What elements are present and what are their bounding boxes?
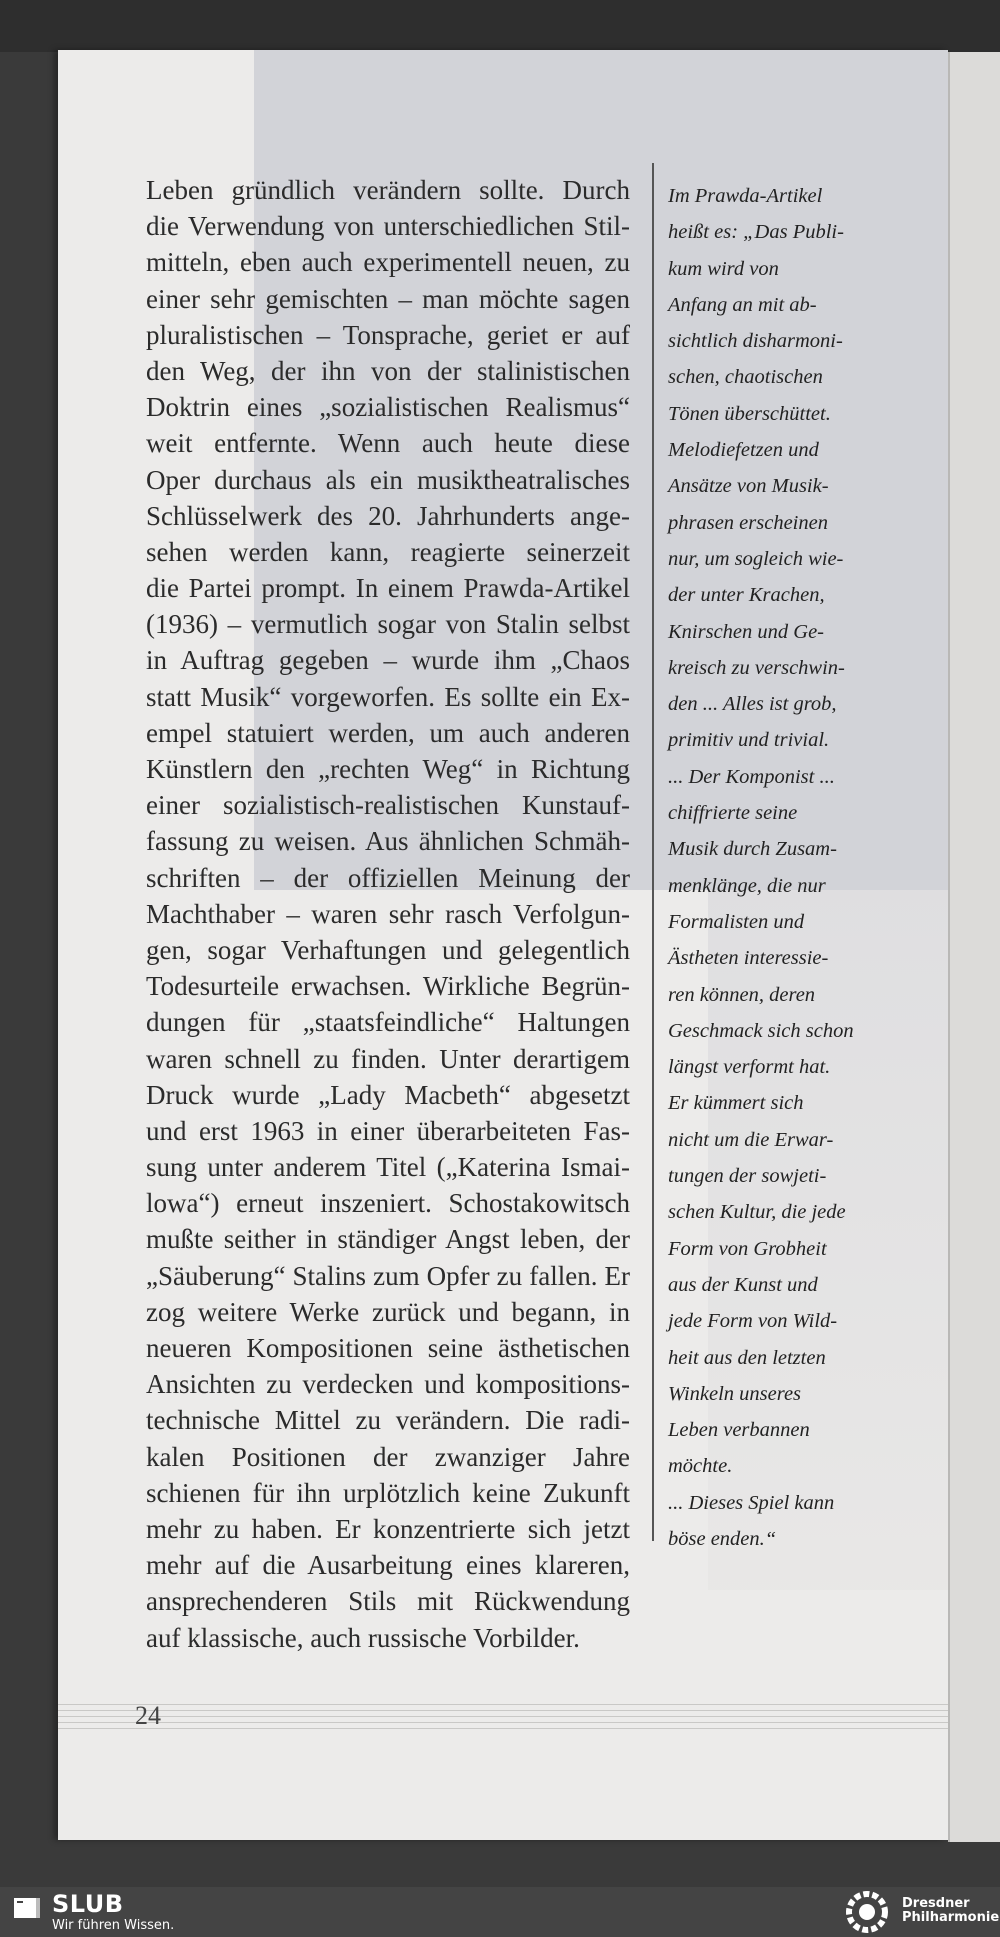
main-text-line: Künstlern den „rechten Weg“ in Richtung — [146, 754, 630, 784]
quote-line: der unter Krachen, — [668, 584, 825, 607]
philharmonie-line1: Dresdner — [902, 1896, 970, 1911]
main-text-line: sung unter anderem Titel („Katerina Ismai- — [146, 1152, 630, 1183]
quote-line: Ästheten interessie- — [668, 947, 829, 970]
quote-line: nicht um die Erwar- — [668, 1128, 834, 1151]
quote-line: schen, chaotischen — [668, 366, 823, 389]
quote-line: den ... Alles ist grob, — [668, 693, 837, 716]
main-text-line: gen, sogar Verhaftungen und gelegentlich — [146, 934, 630, 965]
main-text-line: Schlüsselwerk des 20. Jahrhunderts ange- — [146, 500, 630, 531]
quote-line: heißt es: „Das Publi- — [668, 221, 844, 244]
main-text-line: mehr zu haben. Er konzentrierte sich jetzt — [146, 1513, 630, 1544]
quote-line: längst verformt hat. — [668, 1056, 831, 1079]
philharmonie-logo-icon — [842, 1890, 892, 1934]
main-text-line: kalen Positionen der zwanziger Jahre — [146, 1441, 630, 1472]
main-text-line: schienen für ihn urplötzlich keine Zukunft — [146, 1477, 630, 1508]
quote-line: Melodiefetzen und — [668, 439, 819, 462]
slub-tagline: Wir führen Wissen. — [52, 1918, 175, 1933]
main-text-line: zog weitere Werke zurück und begann, in — [146, 1296, 630, 1327]
quote-line: sichtlich disharmoni- — [668, 330, 843, 353]
quote-line: Anfang an mit ab- — [668, 293, 817, 316]
main-text-line: dungen für „staatsfeindliche“ Haltungen — [146, 1007, 630, 1038]
main-text-line: einer sehr gemischten – man möchte sagen — [146, 283, 630, 314]
main-text-line: pluralistischen – Tonsprache, geriet er auf — [146, 319, 630, 350]
music-staff-decoration — [58, 1700, 948, 1740]
quote-line: kum wird von — [668, 257, 779, 280]
quote-line: tungen der sowjeti- — [668, 1165, 827, 1188]
slub-name: SLUB — [52, 1890, 124, 1918]
quote-line: ... Der Komponist ... — [668, 765, 835, 788]
quote-line: ren können, deren — [668, 983, 816, 1006]
main-text-line: auf klassische, auch russische Vorbilder. — [146, 1622, 580, 1653]
main-text-line: lowa“) erneut inszeniert. Schostakowitsch — [146, 1188, 630, 1219]
main-text-column — [146, 172, 630, 1656]
main-text-line: (1936) – vermutlich sogar von Stalin selbst — [146, 609, 630, 640]
footer-bar — [0, 1887, 1000, 1937]
main-text-line: und erst 1963 in einer überarbeiteten Fas- — [146, 1115, 630, 1146]
main-text-line: die Partei prompt. In einem Prawda-Artikel — [146, 573, 630, 604]
main-text-line: die Verwendung von unterschiedlichen Stil- — [146, 211, 630, 242]
next-page-edge — [948, 52, 1000, 1842]
quote-line: Winkeln unseres — [668, 1382, 802, 1405]
quote-line: Formalisten und — [668, 910, 805, 933]
main-text-line: neueren Kompositionen seine ästhetischen — [146, 1333, 630, 1363]
quote-line: Leben verbannen — [668, 1419, 810, 1442]
quote-line: Form von Grobheit — [668, 1237, 827, 1260]
quote-line: phrasen erscheinen — [668, 511, 828, 534]
quote-line: primitiv und trivial. — [668, 729, 830, 752]
column-divider — [652, 163, 654, 1541]
quote-line: Er kümmert sich — [668, 1092, 804, 1115]
main-text-line: fassung zu weisen. Aus ähnlichen Schmäh- — [146, 826, 630, 857]
quote-line: kreisch zu verschwin- — [668, 656, 845, 679]
main-text-line: Druck wurde „Lady Macbeth“ abgesetzt — [146, 1079, 630, 1110]
philharmonie-line2: Philharmonie — [902, 1910, 1000, 1925]
philharmonie-name — [902, 1897, 999, 1925]
main-text-line: „Säuberung“ Stalins zum Opfer zu fallen. Er — [146, 1260, 630, 1291]
quote-line: Ansätze von Musik- — [668, 475, 829, 498]
quote-line: aus der Kunst und — [668, 1273, 818, 1296]
quote-line: menklänge, die nur — [668, 874, 826, 897]
quote-line: möchte. — [668, 1455, 733, 1478]
main-text-line: technische Mittel zu verändern. Die radi- — [146, 1405, 630, 1436]
quote-line: heit aus den letzten — [668, 1346, 826, 1369]
quote-line: Musik durch Zusam- — [668, 838, 837, 861]
quote-line: jede Form von Wild- — [668, 1310, 838, 1333]
slub-book-icon — [12, 1895, 42, 1921]
quote-line: nur, um sogleich wie- — [668, 547, 844, 570]
main-text-line: Machthaber – waren sehr rasch Verfolgun- — [146, 898, 630, 929]
quote-line: Tönen überschüttet. — [668, 402, 831, 425]
main-text-line: Leben gründlich verändern sollte. Durch — [146, 175, 630, 205]
quote-line: böse enden.“ — [668, 1527, 777, 1550]
main-text-line: schriften – der offiziellen Meinung der — [146, 862, 630, 893]
quote-line: schen Kultur, die jede — [668, 1201, 846, 1224]
main-text-line: Doktrin eines „sozialistischen Realismus“ — [146, 392, 630, 423]
quote-line: ... Dieses Spiel kann — [668, 1491, 835, 1514]
main-text-line: waren schnell zu finden. Unter derartigem — [146, 1043, 630, 1074]
main-text-line: Oper durchaus als ein musiktheatralisches — [146, 464, 630, 495]
main-text-line: Ansichten zu verdecken und kompositions- — [146, 1369, 630, 1400]
main-text-line: mehr auf die Ausarbeitung eines klareren, — [146, 1550, 630, 1581]
main-text-line: einer sozialistisch-realistischen Kunstauf- — [146, 790, 630, 821]
main-text-line: empel statuiert werden, um auch anderen — [146, 717, 630, 748]
quote-line: Im Prawda-Artikel — [668, 185, 823, 207]
quote-line: Geschmack sich schon — [668, 1019, 854, 1042]
quote-line: chiffrierte seine — [668, 802, 798, 825]
main-text-line: den Weg, der ihn von der stalinistischen — [146, 355, 630, 386]
main-text-line: in Auftrag gegeben – wurde ihm „Chaos — [146, 645, 630, 676]
main-text-line: weit entfernte. Wenn auch heute diese — [146, 428, 630, 459]
quote-line: Knirschen und Ge- — [668, 620, 825, 643]
main-text-line: mußte seither in ständiger Angst leben, der — [146, 1224, 630, 1255]
quote-sidebar-column — [668, 178, 878, 1557]
page-number: 24 — [135, 1701, 161, 1730]
main-text-line: mitteln, eben auch experimentell neuen, zu — [146, 247, 630, 278]
main-text-line: sehen werden kann, reagierte seinerzeit — [146, 536, 630, 567]
main-text-line: statt Musik“ vorgeworfen. Es sollte ein Ex- — [146, 681, 630, 712]
main-text-line: ansprechenderen Stils mit Rückwendung — [146, 1586, 630, 1617]
main-text-line: Todesurteile erwachsen. Wirkliche Begrün- — [146, 971, 630, 1002]
scan-background — [0, 0, 1000, 52]
